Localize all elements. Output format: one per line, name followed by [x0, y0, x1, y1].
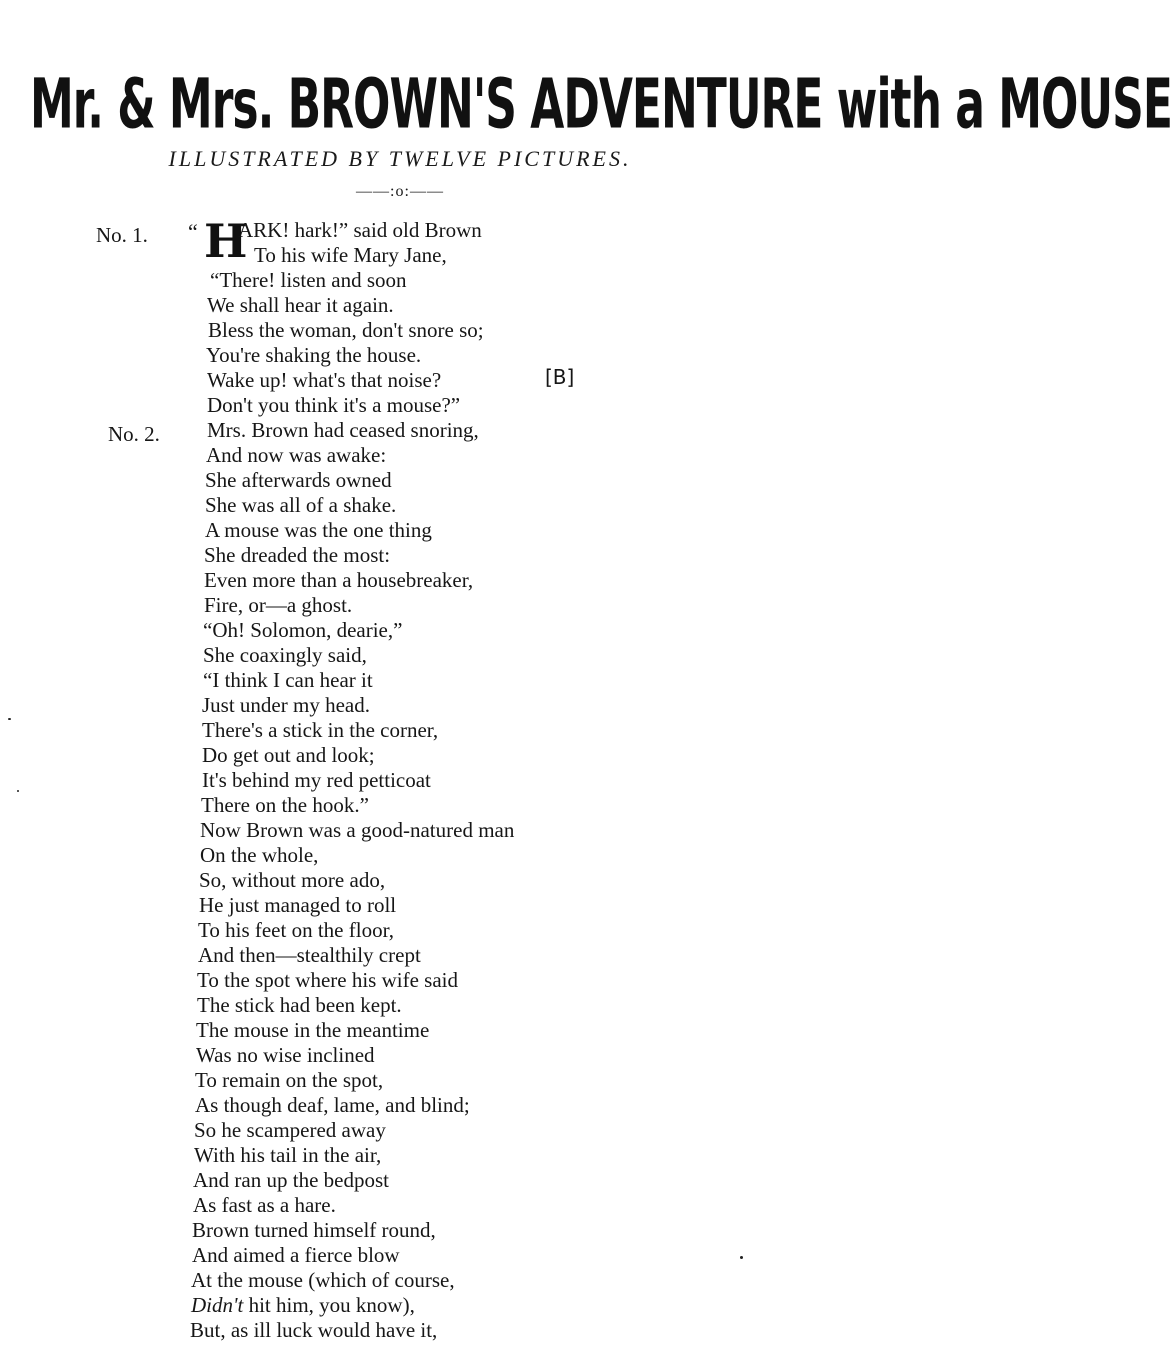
verse-line: It's behind my red petticoat [202, 768, 431, 792]
verse-line: And then—stealthily crept [198, 943, 421, 967]
verse-line: To remain on the spot, [195, 1068, 384, 1092]
verse-line: There on the hook.” [201, 793, 369, 817]
print-speck [17, 790, 19, 792]
verse-line: To his wife Mary Jane, [254, 243, 447, 267]
verse-line: At the mouse (which of course, [191, 1268, 455, 1292]
verse-line: Even more than a housebreaker, [204, 568, 474, 592]
stanza-number-1: No. 1. [96, 223, 148, 247]
verse-line: But, as ill luck would have it, [190, 1318, 438, 1342]
verse-line: Fire, or—a ghost. [204, 593, 353, 617]
print-speck [8, 718, 11, 720]
verse-line: And ran up the bedpost [193, 1168, 389, 1192]
verse-line: She was all of a shake. [205, 493, 397, 517]
verse-line: Wake up! what's that noise? [207, 368, 442, 392]
picture-marker: [B] [545, 365, 575, 389]
verse-line: As fast as a hare. [193, 1193, 336, 1217]
verse-line: Do get out and look; [202, 743, 375, 767]
verse-line: To his feet on the floor, [198, 918, 394, 942]
verse-line: And now was awake: [206, 443, 387, 467]
verse-line: “I think I can hear it [203, 668, 373, 692]
verse-line: Brown turned himself round, [192, 1218, 436, 1242]
verse-line: He just managed to roll [199, 893, 397, 917]
verse-line: So he scampered away [194, 1118, 386, 1142]
verse-line: Just under my head. [202, 693, 370, 717]
verse-line: Now Brown was a good-natured man [200, 818, 515, 842]
verse-line: To the spot where his wife said [197, 968, 458, 992]
verse-line: You're shaking the house. [206, 343, 422, 367]
verse-line: Was no wise inclined [196, 1043, 375, 1067]
verse-line: So, without more ado, [199, 868, 386, 892]
verse-line-rest: hit him, you know), [243, 1293, 415, 1317]
verse-line: On the whole, [200, 843, 319, 867]
verse-line: There's a stick in the corner, [202, 718, 439, 742]
verse-line: She dreaded the most: [204, 543, 391, 567]
print-speck [740, 1256, 743, 1259]
verse-line: She afterwards owned [205, 468, 392, 492]
verse-line: The mouse in the meantime [196, 1018, 430, 1042]
page-title: Mr. & Mrs. BROWN'S ADVENTURE with a MOUSE [30, 65, 1172, 145]
verse-line [191, 1293, 415, 1317]
ornamental-divider: ——:o:—— [356, 183, 444, 200]
drop-cap: H [204, 214, 248, 268]
opening-quote: “ [188, 219, 198, 244]
verse-line: We shall hear it again. [207, 293, 394, 317]
verse-line: “There! listen and soon [210, 268, 407, 292]
verse-line: With his tail in the air, [194, 1143, 382, 1167]
verse-line: “Oh! Solomon, dearie,” [203, 618, 403, 642]
verse-line: Don't you think it's a mouse?” [207, 393, 461, 417]
verse-line: As though deaf, lame, and blind; [195, 1093, 470, 1117]
verse-line: She coaxingly said, [203, 643, 367, 667]
stanza-number-2: No. 2. [108, 422, 160, 446]
verse-line: Mrs. Brown had ceased snoring, [207, 418, 479, 442]
subtitle: ILLUSTRATED BY TWELVE PICTURES. [168, 146, 632, 171]
verse-line: And aimed a fierce blow [192, 1243, 400, 1267]
italic-word: Didn't [191, 1293, 244, 1317]
verse-line: ARK! hark!” said old Brown [238, 218, 482, 242]
verse-line: Bless the woman, don't snore so; [208, 318, 484, 342]
verse-line: The stick had been kept. [197, 993, 402, 1017]
verse-line: A mouse was the one thing [205, 518, 432, 542]
